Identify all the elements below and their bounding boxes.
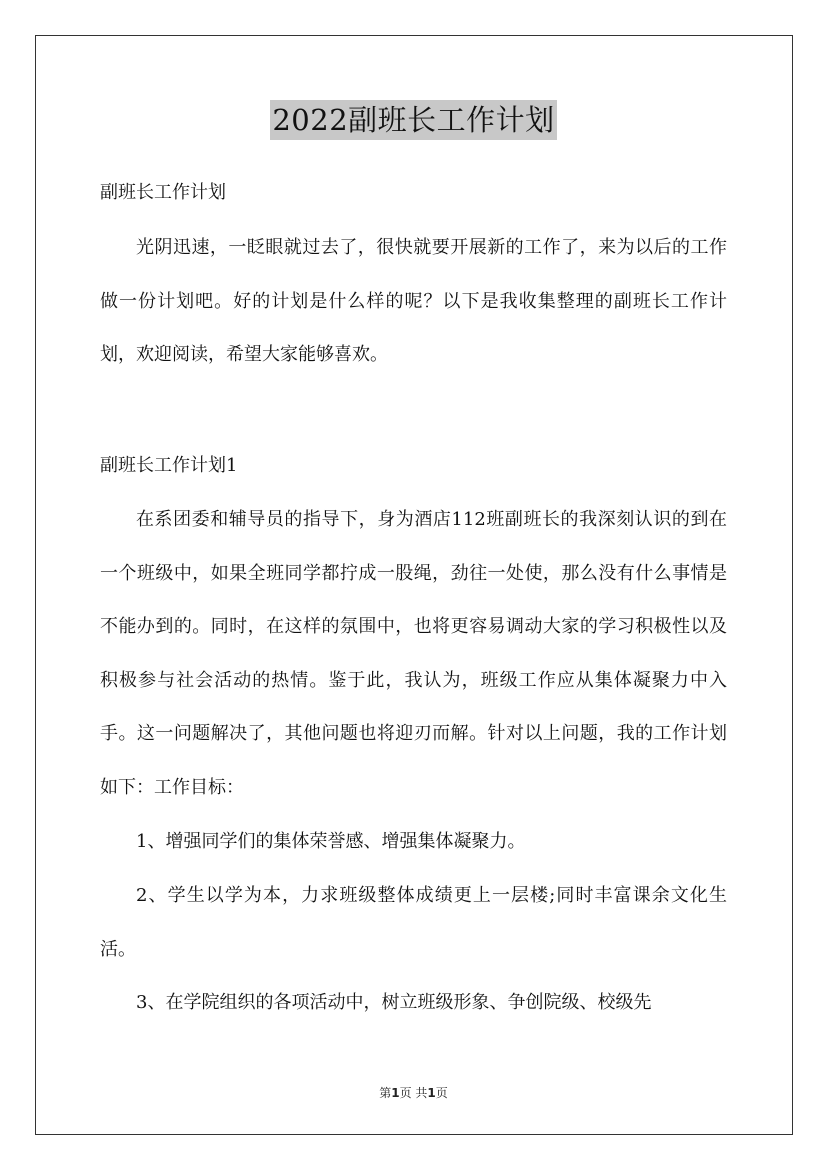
- page-footer: [0, 1084, 827, 1101]
- section-paragraph: 在系团委和辅导员的指导下，身为酒店112班副班长的我深刻认识的到在一个班级中，如果全班同学都拧成一股绳，劲往一处使，那么没有什么事情是不能办到的。同时，在这样的氛围中，也将更容易调动大家的学习积极性以及积极参与社会活动的热情。鉴于此，我认为，班级工作应从集体凝聚力中入手。这一问题解决了，其他问题也将迎刃而解。针对以上问题，我的工作计划如下：工作目标：: [100, 509, 727, 798]
- subtitle: 副班长工作计划: [100, 182, 226, 203]
- footer-page-current: 1: [391, 1086, 400, 1100]
- title-container: [0, 100, 827, 140]
- goal-item-3: 3、在学院组织的各项活动中，树立班级形象、争创院级、校级先: [136, 992, 652, 1013]
- intro-paragraph: 光阴迅速，一眨眼就过去了，很快就要开展新的工作了，来为以后的工作做一份计划吧。好的计划是什么样的呢？以下是我收集整理的副班长工作计划，欢迎阅读，希望大家能够喜欢。: [100, 237, 727, 365]
- document-title: 2022副班长工作计划: [270, 100, 556, 140]
- footer-mid: 页 共: [399, 1086, 428, 1100]
- goal-item-1: 1、增强同学们的集体荣誉感、增强集体凝聚力。: [136, 831, 526, 852]
- section-heading: 副班长工作计划1: [100, 455, 238, 476]
- goal-item-2: 2、学生以学为本，力求班级整体成绩更上一层楼;同时丰富课余文化生活。: [100, 885, 727, 960]
- footer-suffix: 页: [435, 1086, 448, 1100]
- footer-prefix: 第: [379, 1086, 392, 1100]
- footer-page-total: 1: [427, 1086, 436, 1100]
